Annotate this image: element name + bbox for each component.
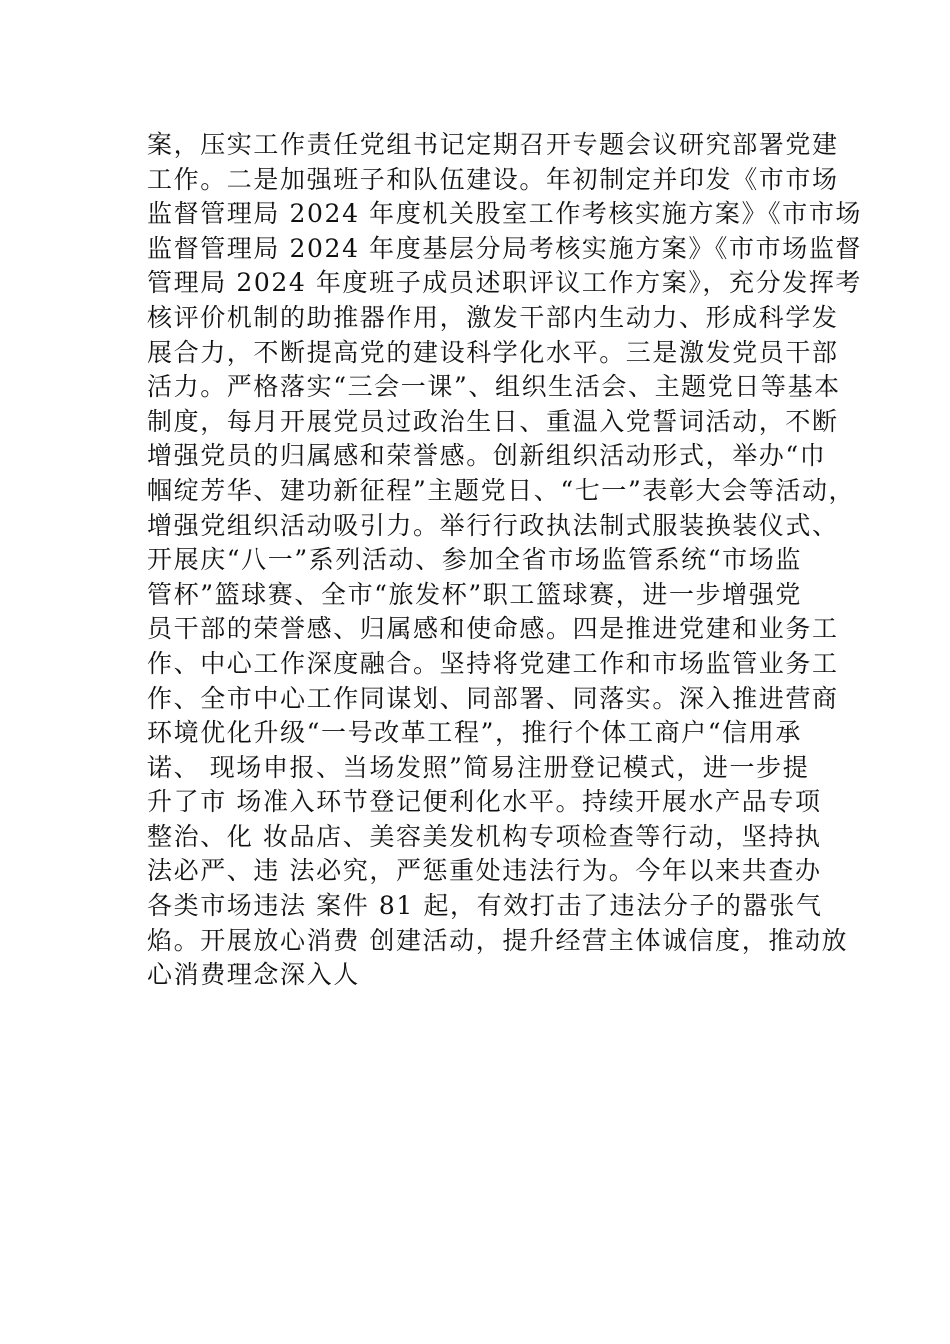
text-line: 心消费理念深入人: [147, 960, 360, 990]
text-line: 开展庆“八一”系列活动、参加全省市场监管系统“市场监: [147, 545, 802, 575]
text-line: 案，压实工作责任党组书记定期召开专题会议研究部署党建: [147, 130, 839, 159]
text-line: 帼绽芳华、建功新征程”主题党日、“七一”表彰大会等活动，: [147, 475, 856, 505]
text-line: 升了市 场准入环节登记便利化水平。持续开展水产品专项: [147, 787, 822, 817]
body-paragraph: [147, 128, 863, 993]
text-line: 作、中心工作深度融合。坚持将党建工作和市场监管业务工: [147, 648, 839, 678]
text-line: 焰。开展放心消费 创建活动，提升经营主体诚信度，推动放: [147, 925, 849, 955]
text-line: 展合力，不断提高党的建设科学化水平。三是激发党员干部: [147, 337, 839, 367]
text-line: 增强党员的归属感和荣誉感。创新组织活动形式，举办“巾: [147, 441, 827, 471]
text-line: 法必严、违 法必究，严惩重处违法行为。今年以来共查办: [147, 856, 822, 886]
text-line: 各类市场违法 案件 81 起，有效打击了违法分子的嚣张气: [147, 891, 823, 921]
text-line: 监督管理局 2024 年度机关股室工作考核实施方案》《市市场: [147, 199, 863, 229]
text-line: 管理局 2024 年度班子成员述职评议工作方案》，充分发挥考: [147, 268, 863, 298]
text-line: 增强党组织活动吸引力。举行行政执法制式服装换装仪式、: [147, 510, 839, 540]
text-line: 管杯”篮球赛、全市“旅发杯”职工篮球赛，进一步增强党: [147, 579, 802, 609]
text-line: 工作。二是加强班子和队伍建设。年初制定并印发《市市场: [147, 164, 839, 194]
text-line: 监督管理局 2024 年度基层分局考核实施方案》《市市场监督: [147, 233, 863, 263]
text-line: 员干部的荣誉感、归属感和使命感。四是推进党建和业务工: [147, 614, 839, 644]
text-line: 诺、 现场申报、当场发照”简易注册登记模式，进一步提: [147, 752, 810, 782]
text-line: 活力。严格落实“三会一课”、组织生活会、主题党日等基本: [147, 372, 841, 402]
text-line: 环境优化升级“一号改革工程”，推行个体工商户“信用承: [147, 718, 802, 748]
text-line: 制度，每月开展党员过政治生日、重温入党誓词活动，不断: [147, 406, 839, 436]
text-line: 整治、化 妆品店、美容美发机构专项检查等行动，坚持执: [147, 821, 822, 851]
text-line: 核评价机制的助推器作用，激发干部内生动力、形成科学发: [147, 302, 839, 332]
text-line: 作、全市中心工作同谋划、同部署、同落实。深入推进营商: [147, 683, 839, 713]
